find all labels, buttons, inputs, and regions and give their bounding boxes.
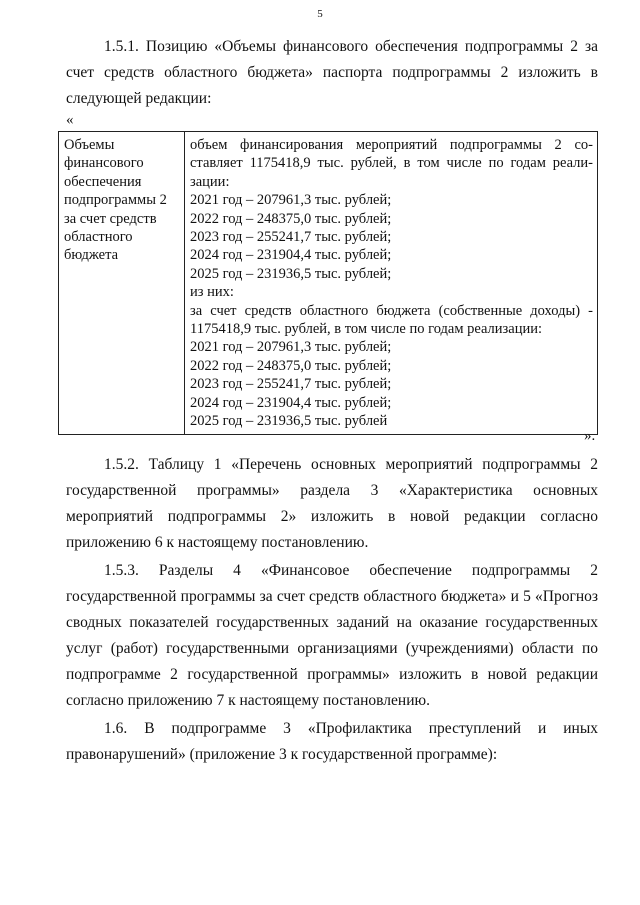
left-line: обеспечения bbox=[64, 173, 142, 190]
table-cell-value bbox=[185, 132, 598, 435]
paragraph-1-6-text: 1.6. В подпрограмме 3 «Профилактика преступлений и иных правонарушений» (приложение 3 к государственной программе): bbox=[66, 720, 598, 763]
paragraph-1-5-3 bbox=[66, 558, 598, 714]
of-them-line: из них: bbox=[190, 284, 234, 301]
table-row bbox=[59, 132, 598, 435]
year-line: 2021 год – 207961,3 тыс. рублей; bbox=[190, 192, 392, 209]
intro-line: объем финансирования мероприятий подпрограммы 2 со- bbox=[190, 137, 593, 153]
year-line: 2021 год – 207961,3 тыс. рублей; bbox=[190, 339, 392, 356]
paragraph-1-5-2-text: 1.5.2. Таблицу 1 «Перечень основных мероприятий подпрограммы 2 государственной программы» раздела 3 «Характеристика основных мероприятий подпрограммы 2» изложить в новой редакции согласно приложению 6 к настоящему постановлению. bbox=[66, 456, 598, 551]
year-line: 2023 год – 255241,7 тыс. рублей; bbox=[190, 376, 392, 393]
intro-line: зации: bbox=[190, 173, 230, 190]
paragraph-1-5-1 bbox=[66, 34, 598, 112]
left-line: бюджета bbox=[64, 247, 119, 264]
left-line: областного bbox=[64, 229, 133, 246]
year-line: 2025 год – 231936,5 тыс. рублей bbox=[190, 413, 388, 430]
year-line: 2022 год – 248375,0 тыс. рублей; bbox=[190, 210, 392, 227]
year-line: 2024 год – 231904,4 тыс. рублей; bbox=[190, 394, 392, 411]
left-line: за счет средств bbox=[64, 210, 157, 227]
year-line: 2022 год – 248375,0 тыс. рублей; bbox=[190, 357, 392, 374]
intro-line: ставляет 1175418,9 тыс. рублей, в том числе по годам реали- bbox=[190, 155, 593, 172]
quote-close: ». bbox=[584, 428, 596, 444]
year-line: 2024 год – 231904,4 тыс. рублей; bbox=[190, 247, 392, 264]
quote-open: « bbox=[66, 112, 74, 128]
own-income-line: 1175418,9 тыс. рублей, в том числе по годам реализации: bbox=[190, 321, 543, 338]
paragraph-1-5-2 bbox=[66, 452, 598, 556]
table-cell-label bbox=[59, 132, 185, 435]
page-number: 5 bbox=[317, 8, 323, 20]
own-income-line: за счет средств областного бюджета (собственные доходы) - bbox=[190, 302, 593, 319]
left-line: финансового bbox=[64, 155, 144, 172]
left-line: Объемы bbox=[64, 137, 115, 153]
year-line: 2023 год – 255241,7 тыс. рублей; bbox=[190, 229, 392, 246]
left-line: подпрограммы 2 bbox=[64, 192, 167, 209]
paragraph-1-6 bbox=[66, 716, 598, 768]
year-line: 2025 год – 231936,5 тыс. рублей; bbox=[190, 265, 392, 282]
passport-table bbox=[58, 131, 598, 435]
paragraph-1-5-3-text: 1.5.3. Разделы 4 «Финансовое обеспечение подпрограммы 2 государственной программы за счет средств областного бюджета» и 5 «Прогноз сводных показателей государственных заданий на оказание государственных услуг (работ) государственными организациями (учреждениями) области по подпрограмме 2 государственной программы» изложить в новой редакции согласно приложению 7 к настоящему постановлению. bbox=[66, 562, 598, 709]
paragraph-1-5-1-text: 1.5.1. Позицию «Объемы финансового обеспечения подпрограммы 2 за счет средств областного бюджета» паспорта подпрограммы 2 изложить в следующей редакции: bbox=[66, 38, 598, 107]
